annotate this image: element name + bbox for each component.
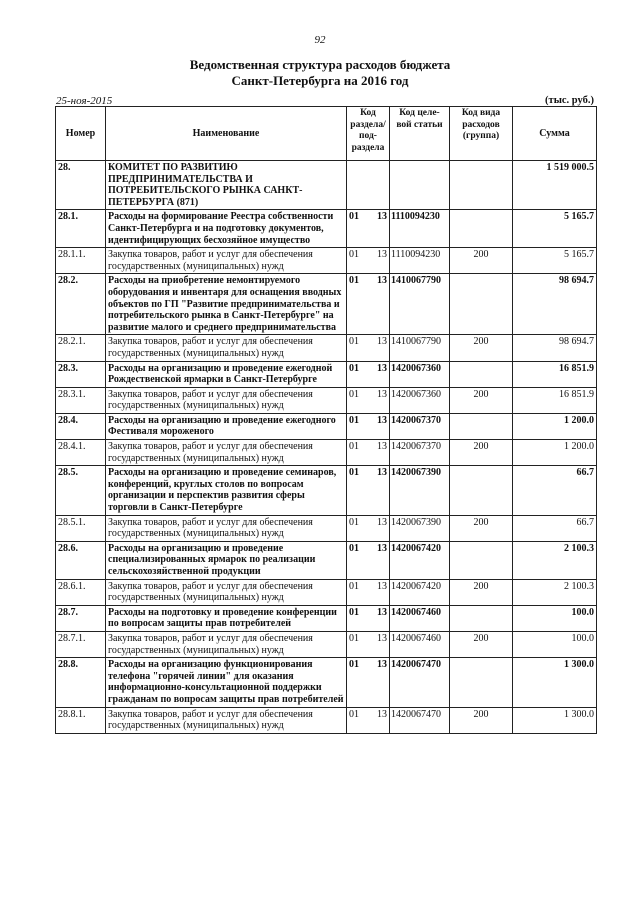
row-name: Закупка товаров, работ и услуг для обеспечения государственных (муниципальных) нужд xyxy=(106,631,347,657)
row-name: Расходы на организацию функционирования телефона "горячей линии" для оказания информационно-консультационной поддержки гражданам по вопросам защиты прав потребителей xyxy=(106,658,347,707)
row-article-code: 1420067390 xyxy=(390,466,450,515)
row-article-code: 1420067360 xyxy=(390,387,450,413)
row-sum: 1 519 000.5 xyxy=(513,161,597,210)
row-article-code: 1420067390 xyxy=(390,515,450,541)
section-code: 01 xyxy=(349,606,359,618)
row-name: Закупка товаров, работ и услуг для обеспечения государственных (муниципальных) нужд xyxy=(106,579,347,605)
table-row xyxy=(56,210,597,248)
header-name: Наименование xyxy=(106,107,347,161)
row-expense-group xyxy=(450,361,513,387)
row-number: 28.3. xyxy=(56,361,106,387)
row-article-code: 1420067420 xyxy=(390,541,450,579)
header-sum: Сумма xyxy=(513,107,597,161)
table-row xyxy=(56,274,597,335)
table-row xyxy=(56,248,597,274)
row-sum: 100.0 xyxy=(513,605,597,631)
row-expense-group: 200 xyxy=(450,515,513,541)
row-name: Закупка товаров, работ и услуг для обеспечения государственных (муниципальных) нужд xyxy=(106,440,347,466)
table-row xyxy=(56,466,597,515)
row-expense-group: 200 xyxy=(450,631,513,657)
row-section-code xyxy=(347,361,390,387)
title-line-2: Санкт-Петербурга на 2016 год xyxy=(231,73,409,88)
subsection-code: 13 xyxy=(377,542,387,554)
subsection-code: 13 xyxy=(377,336,387,348)
row-sum: 1 200.0 xyxy=(513,440,597,466)
table-row xyxy=(56,161,597,210)
section-code: 01 xyxy=(349,275,359,287)
table-row xyxy=(56,387,597,413)
header-article-code: Код целе- вой статьи xyxy=(390,107,450,161)
row-expense-group: 200 xyxy=(450,335,513,361)
row-article-code: 1420067470 xyxy=(390,707,450,733)
row-article-code: 1420067370 xyxy=(390,440,450,466)
row-number: 28.6.1. xyxy=(56,579,106,605)
section-code: 01 xyxy=(349,441,359,453)
row-name: Расходы на подготовку и проведение конференции по вопросам защиты прав потребителей xyxy=(106,605,347,631)
row-expense-group xyxy=(450,605,513,631)
row-number: 28.3.1. xyxy=(56,387,106,413)
table-row xyxy=(56,440,597,466)
table-row xyxy=(56,631,597,657)
section-code: 01 xyxy=(349,388,359,400)
section-code: 01 xyxy=(349,542,359,554)
subsection-code: 13 xyxy=(377,211,387,223)
row-sum: 98 694.7 xyxy=(513,274,597,335)
row-sum: 16 851.9 xyxy=(513,361,597,387)
row-number: 28.7. xyxy=(56,605,106,631)
row-section-code xyxy=(347,210,390,248)
row-name: Закупка товаров, работ и услуг для обеспечения государственных (муниципальных) нужд xyxy=(106,248,347,274)
row-article-code: 1110094230 xyxy=(390,248,450,274)
row-section-code xyxy=(347,387,390,413)
section-code: 01 xyxy=(349,414,359,426)
section-code: 01 xyxy=(349,516,359,528)
row-article-code xyxy=(390,161,450,210)
row-expense-group xyxy=(450,161,513,210)
header-number: Номер xyxy=(56,107,106,161)
row-sum: 5 165.7 xyxy=(513,248,597,274)
row-expense-group xyxy=(450,541,513,579)
row-article-code: 1410067790 xyxy=(390,335,450,361)
subsection-code: 13 xyxy=(377,708,387,720)
row-sum: 1 300.0 xyxy=(513,658,597,707)
row-sum: 66.7 xyxy=(513,515,597,541)
row-section-code xyxy=(347,541,390,579)
row-expense-group xyxy=(450,210,513,248)
row-section-code xyxy=(347,707,390,733)
subsection-code: 13 xyxy=(377,388,387,400)
row-sum: 98 694.7 xyxy=(513,335,597,361)
header-expense-group: Код вида расходов (группа) xyxy=(450,107,513,161)
table-row xyxy=(56,335,597,361)
row-section-code xyxy=(347,274,390,335)
document-date: 25-ноя-2015 xyxy=(56,95,113,107)
row-number: 28.8.1. xyxy=(56,707,106,733)
section-code: 01 xyxy=(349,580,359,592)
subsection-code: 13 xyxy=(377,659,387,671)
section-code: 01 xyxy=(349,211,359,223)
row-expense-group xyxy=(450,466,513,515)
row-section-code xyxy=(347,631,390,657)
row-section-code xyxy=(347,161,390,210)
row-section-code xyxy=(347,605,390,631)
row-name: Закупка товаров, работ и услуг для обеспечения государственных (муниципальных) нужд xyxy=(106,387,347,413)
row-section-code xyxy=(347,466,390,515)
section-code: 01 xyxy=(349,336,359,348)
row-name: Расходы на формирование Реестра собственности Санкт-Петербурга и на подготовку документов, идентифицирующих бесхозяйное имущество xyxy=(106,210,347,248)
row-section-code xyxy=(347,440,390,466)
table-row xyxy=(56,541,597,579)
table-row xyxy=(56,707,597,733)
row-article-code: 1420067360 xyxy=(390,361,450,387)
row-name: Расходы на организацию и проведение ежегодного Фестиваля мороженого xyxy=(106,413,347,439)
row-expense-group xyxy=(450,413,513,439)
row-expense-group: 200 xyxy=(450,579,513,605)
subsection-code: 13 xyxy=(377,362,387,374)
row-section-code xyxy=(347,515,390,541)
row-article-code: 1420067460 xyxy=(390,631,450,657)
row-expense-group xyxy=(450,274,513,335)
row-article-code: 1110094230 xyxy=(390,210,450,248)
section-code: 01 xyxy=(349,362,359,374)
row-expense-group: 200 xyxy=(450,707,513,733)
row-section-code xyxy=(347,579,390,605)
subsection-code: 13 xyxy=(377,632,387,644)
table-row xyxy=(56,515,597,541)
row-number: 28.4.1. xyxy=(56,440,106,466)
row-expense-group: 200 xyxy=(450,387,513,413)
row-sum: 2 100.3 xyxy=(513,579,597,605)
row-article-code: 1420067460 xyxy=(390,605,450,631)
row-section-code xyxy=(347,248,390,274)
table-header-row xyxy=(56,107,597,161)
title-line-1: Ведомственная структура расходов бюджета xyxy=(189,57,451,72)
header-section-code: Код раздела/ под- раздела xyxy=(347,107,390,161)
section-code: 01 xyxy=(349,659,359,671)
row-section-code xyxy=(347,335,390,361)
row-name: Расходы на приобретение немонтируемого оборудования и инвентаря для оснащения вводных объектов по ГП "Развитие предпринимательства и потребительского рынка в Санкт-Петербурге" на развитие малого и среднего предпринимательства xyxy=(106,274,347,335)
row-expense-group: 200 xyxy=(450,248,513,274)
row-name: Расходы на организацию и проведение специализированных ярмарок по реализации сельскохозяйственной продукции xyxy=(106,541,347,579)
subsection-code: 13 xyxy=(377,467,387,479)
table-row xyxy=(56,579,597,605)
row-article-code: 1410067790 xyxy=(390,274,450,335)
row-sum: 1 200.0 xyxy=(513,413,597,439)
row-name: КОМИТЕТ ПО РАЗВИТИЮ ПРЕДПРИНИМАТЕЛЬСТВА И ПОТРЕБИТЕЛЬСКОГО РЫНКА САНКТ-ПЕТЕРБУРГА (871) xyxy=(106,161,347,210)
row-expense-group: 200 xyxy=(450,440,513,466)
page-number: 92 xyxy=(314,34,326,46)
row-number: 28.6. xyxy=(56,541,106,579)
row-number: 28.8. xyxy=(56,658,106,707)
row-number: 28.7.1. xyxy=(56,631,106,657)
row-section-code xyxy=(347,413,390,439)
row-name: Закупка товаров, работ и услуг для обеспечения государственных (муниципальных) нужд xyxy=(106,515,347,541)
row-name: Расходы на организацию и проведение ежегодной Рождественской ярмарки в Санкт-Петербурге xyxy=(106,361,347,387)
table-row xyxy=(56,361,597,387)
row-number: 28.1. xyxy=(56,210,106,248)
subsection-code: 13 xyxy=(377,580,387,592)
subsection-code: 13 xyxy=(377,275,387,287)
document-title xyxy=(0,57,640,89)
row-sum: 66.7 xyxy=(513,466,597,515)
row-number: 28.1.1. xyxy=(56,248,106,274)
row-number: 28.2.1. xyxy=(56,335,106,361)
budget-table xyxy=(55,106,597,734)
section-code: 01 xyxy=(349,467,359,479)
row-sum: 1 300.0 xyxy=(513,707,597,733)
row-article-code: 1420067420 xyxy=(390,579,450,605)
row-number: 28.4. xyxy=(56,413,106,439)
table-row xyxy=(56,605,597,631)
table-row xyxy=(56,658,597,707)
row-name: Закупка товаров, работ и услуг для обеспечения государственных (муниципальных) нужд xyxy=(106,707,347,733)
row-section-code xyxy=(347,658,390,707)
section-code: 01 xyxy=(349,632,359,644)
row-number: 28.2. xyxy=(56,274,106,335)
subsection-code: 13 xyxy=(377,441,387,453)
row-sum: 16 851.9 xyxy=(513,387,597,413)
row-sum: 5 165.7 xyxy=(513,210,597,248)
row-article-code: 1420067370 xyxy=(390,413,450,439)
subsection-code: 13 xyxy=(377,606,387,618)
table-body xyxy=(56,161,597,734)
section-code: 01 xyxy=(349,708,359,720)
subsection-code: 13 xyxy=(377,249,387,261)
row-number: 28.5. xyxy=(56,466,106,515)
table-row xyxy=(56,413,597,439)
units-label: (тыс. руб.) xyxy=(545,95,594,106)
row-number: 28.5.1. xyxy=(56,515,106,541)
row-sum: 2 100.3 xyxy=(513,541,597,579)
row-expense-group xyxy=(450,658,513,707)
row-number: 28. xyxy=(56,161,106,210)
row-article-code: 1420067470 xyxy=(390,658,450,707)
row-name: Закупка товаров, работ и услуг для обеспечения государственных (муниципальных) нужд xyxy=(106,335,347,361)
subsection-code: 13 xyxy=(377,414,387,426)
subsection-code: 13 xyxy=(377,516,387,528)
section-code: 01 xyxy=(349,249,359,261)
row-sum: 100.0 xyxy=(513,631,597,657)
row-name: Расходы на организацию и проведение семинаров, конференций, круглых столов по вопросам организации и перспектив развития сферы торговли в Санкт-Петербурге xyxy=(106,466,347,515)
